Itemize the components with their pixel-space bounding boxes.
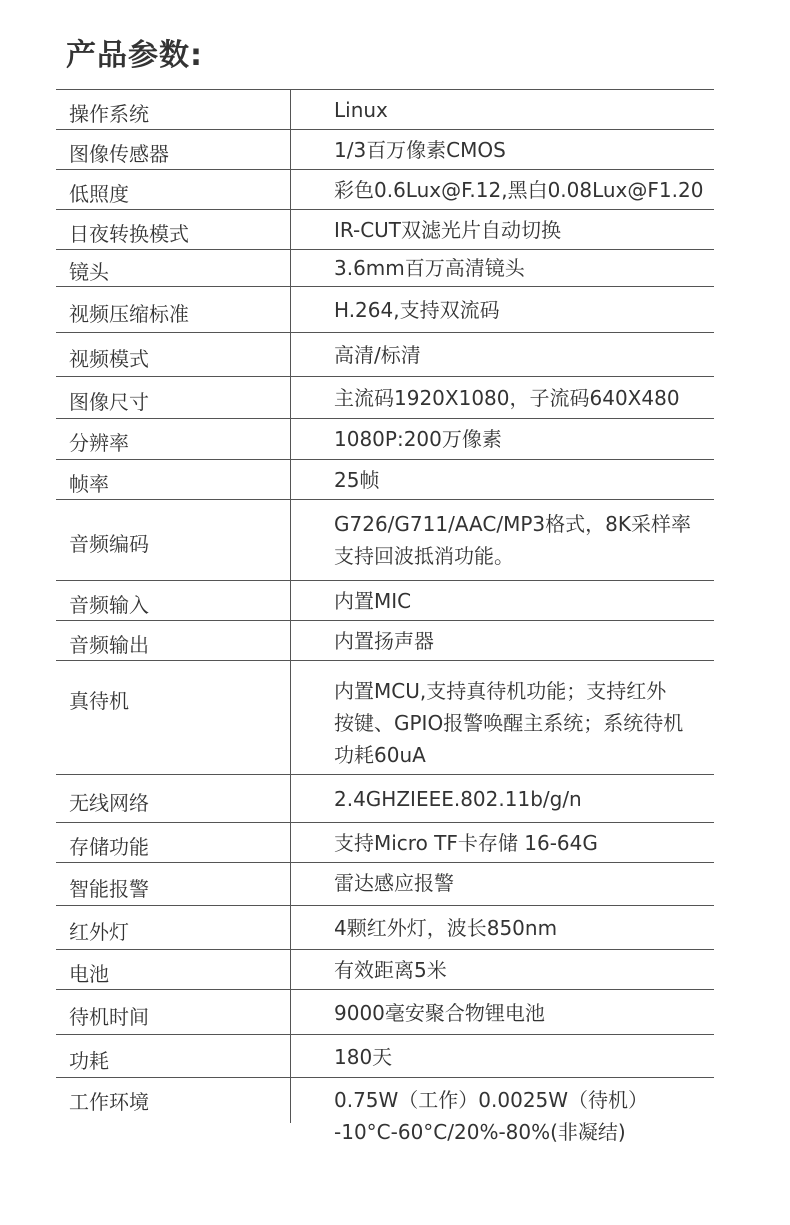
spec-key: 视频模式 bbox=[69, 347, 149, 371]
table-row bbox=[56, 775, 714, 823]
spec-key: 帧率 bbox=[69, 472, 109, 496]
spec-value: 内置扬声器 bbox=[334, 629, 434, 653]
spec-value: 雷达感应报警 bbox=[334, 871, 454, 895]
spec-key: 音频编码 bbox=[69, 532, 149, 556]
table-row bbox=[56, 950, 714, 990]
table-row bbox=[56, 333, 714, 377]
table-row bbox=[56, 287, 714, 333]
spec-key: 日夜转换模式 bbox=[69, 222, 189, 246]
spec-value: 25帧 bbox=[334, 468, 380, 492]
page-title: 产品参数: bbox=[66, 38, 203, 73]
spec-value: 1080P:200万像素 bbox=[334, 427, 502, 451]
spec-key: 无线网络 bbox=[69, 791, 149, 815]
table-row bbox=[56, 661, 714, 775]
table-row bbox=[56, 210, 714, 250]
spec-value: 1/3百万像素CMOS bbox=[334, 138, 506, 162]
spec-value: 高清/标清 bbox=[334, 343, 421, 367]
table-row bbox=[56, 377, 714, 419]
spec-value: 内置MIC bbox=[334, 589, 412, 613]
spec-table bbox=[56, 89, 714, 1144]
spec-value: Linux bbox=[334, 98, 388, 122]
table-row bbox=[56, 460, 714, 500]
table-row bbox=[56, 170, 714, 210]
spec-key: 电池 bbox=[69, 962, 109, 986]
table-row bbox=[56, 250, 714, 287]
spec-value: 4颗红外灯，波长850nm bbox=[334, 916, 558, 940]
spec-key: 真待机 bbox=[69, 689, 129, 713]
table-row bbox=[56, 621, 714, 661]
spec-key: 工作环境 bbox=[69, 1090, 149, 1114]
spec-key: 镜头 bbox=[69, 260, 109, 284]
spec-key: 智能报警 bbox=[69, 877, 149, 901]
table-row bbox=[56, 581, 714, 621]
spec-value: 支持Micro TF卡存储 16-64G bbox=[334, 831, 598, 855]
spec-key: 音频输出 bbox=[69, 633, 149, 657]
table-row bbox=[56, 419, 714, 460]
table-row bbox=[56, 990, 714, 1035]
spec-key: 分辨率 bbox=[69, 431, 129, 455]
spec-value: 180天 bbox=[334, 1045, 393, 1069]
spec-key: 视频压缩标准 bbox=[69, 302, 189, 326]
spec-key: 低照度 bbox=[69, 182, 129, 206]
spec-value: 9000毫安聚合物锂电池 bbox=[334, 1001, 545, 1025]
spec-value: 内置MCU,支持真待机功能；支持红外 按键、GPIO报警唤醒主系统；系统待机 功耗60uA bbox=[334, 679, 684, 767]
spec-value: 3.6mm百万高清镜头 bbox=[334, 256, 525, 280]
spec-value: 彩色0.6Lux@F.12,黑白0.08Lux@F1.20 bbox=[334, 178, 704, 202]
table-row bbox=[56, 863, 714, 906]
table-row bbox=[56, 823, 714, 863]
spec-value: 有效距离5米 bbox=[334, 958, 447, 982]
table-row bbox=[56, 500, 714, 581]
spec-key: 待机时间 bbox=[69, 1005, 149, 1029]
spec-key: 音频输入 bbox=[69, 593, 149, 617]
table-row bbox=[56, 906, 714, 950]
table-row bbox=[56, 1035, 714, 1078]
spec-value: IR-CUT双滤光片自动切换 bbox=[334, 218, 562, 242]
spec-key: 图像尺寸 bbox=[69, 390, 149, 414]
spec-key: 功耗 bbox=[69, 1049, 109, 1073]
spec-value: G726/G711/AAC/MP3格式，8K采样率 支持回波抵消功能。 bbox=[334, 512, 691, 568]
spec-value: 主流码1920X1080，子流码640X480 bbox=[334, 386, 680, 410]
spec-value: 0.75W（工作）0.0025W（待机） -10°C-60°C/20%-80%(非凝结) bbox=[334, 1088, 649, 1144]
spec-key: 操作系统 bbox=[69, 102, 149, 126]
spec-value: H.264,支持双流码 bbox=[334, 298, 500, 322]
spec-key: 存储功能 bbox=[69, 835, 149, 859]
spec-value: 2.4GHZIEEE.802.11b/g/n bbox=[334, 787, 582, 811]
table-row bbox=[56, 1078, 714, 1144]
table-row bbox=[56, 130, 714, 170]
spec-key: 红外灯 bbox=[69, 920, 129, 944]
spec-key: 图像传感器 bbox=[69, 142, 169, 166]
table-row bbox=[56, 90, 714, 130]
